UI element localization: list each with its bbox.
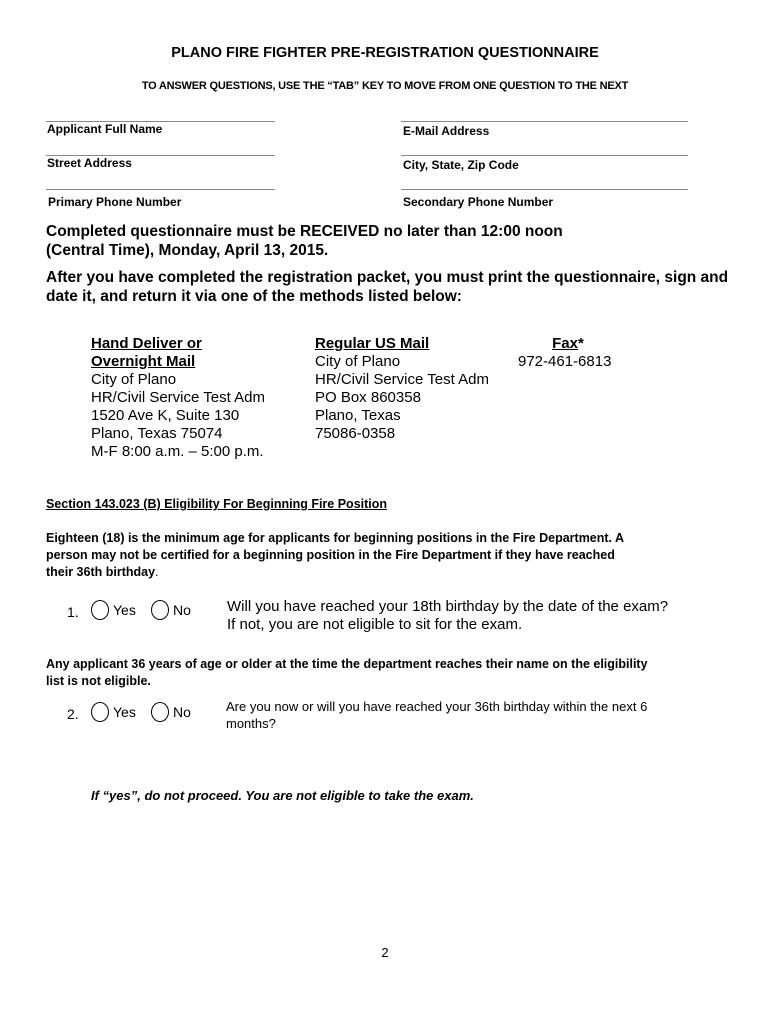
secondary-phone-label: Secondary Phone Number	[403, 195, 554, 209]
para2-line-1: Any applicant 36 years of age or older at the time the department reaches their name on the eligibility	[46, 657, 648, 671]
primary-phone-field-line[interactable]	[46, 189, 275, 190]
question-2-no-label: No	[173, 704, 191, 720]
ineligible-warning: If “yes”, do not proceed. You are not eligible to take the exam.	[91, 788, 474, 803]
para1-line-2: person may not be certified for a beginning position in the Fire Department if they have reached	[46, 548, 615, 562]
hand-delivery-line: HR/Civil Service Test Adm	[91, 389, 265, 406]
us-mail-line: HR/Civil Service Test Adm	[315, 371, 489, 388]
question-1-line-2: If not, you are not eligible to sit for the exam.	[227, 616, 523, 633]
fax-heading-label: Fax	[552, 335, 578, 352]
deadline-line-2: (Central Time), Monday, April 13, 2015.	[46, 242, 329, 259]
section-title: Section 143.023 (B) Eligibility For Beginning Fire Position	[46, 497, 388, 511]
question-1-yes-radio[interactable]	[91, 600, 136, 620]
page-number: 2	[381, 945, 389, 960]
question-2-line-2: months?	[226, 716, 276, 731]
primary-phone-label: Primary Phone Number	[48, 195, 182, 209]
us-mail-column	[315, 335, 489, 443]
radio-circle-icon[interactable]	[91, 600, 109, 620]
question-2-line-1: Are you now or will you have reached your 36th birthday within the next 6	[226, 699, 648, 714]
question-2-number: 2.	[67, 706, 79, 722]
para1-line-3	[46, 564, 726, 581]
para2-line-2: list is not eligible.	[46, 674, 151, 688]
age-minimum-paragraph	[46, 530, 726, 581]
hand-delivery-heading-2: Overnight Mail	[91, 353, 196, 370]
full-name-label: Applicant Full Name	[47, 122, 163, 136]
us-mail-line: 75086-0358	[315, 425, 396, 442]
instructions-line-1: After you have completed the registration packet, you must print the questionnaire, sign and	[46, 269, 729, 286]
instructions-line-2: date it, and return it via one of the methods listed below:	[46, 288, 462, 305]
city-state-zip-field-line[interactable]	[401, 155, 688, 156]
us-mail-line: PO Box 860358	[315, 389, 421, 406]
question-2-yes-radio[interactable]	[91, 702, 136, 722]
page-title: PLANO FIRE FIGHTER PRE-REGISTRATION QUESTIONNAIRE	[171, 45, 599, 61]
question-1-number: 1.	[67, 604, 79, 620]
question-1-yes-label: Yes	[113, 602, 136, 618]
radio-circle-icon[interactable]	[151, 702, 169, 722]
deadline-notice	[46, 222, 746, 260]
radio-circle-icon[interactable]	[91, 702, 109, 722]
us-mail-heading: Regular US Mail	[315, 335, 430, 352]
question-1-line-1: Will you have reached your 18th birthday by the date of the exam?	[227, 598, 669, 615]
city-state-zip-label: City, State, Zip Code	[403, 158, 519, 172]
question-2-text	[226, 698, 647, 732]
us-mail-line: City of Plano	[315, 353, 401, 370]
age-maximum-paragraph	[46, 656, 726, 690]
fax-heading-asterisk: *	[578, 335, 584, 352]
hand-delivery-line: M-F 8:00 a.m. – 5:00 p.m.	[91, 443, 264, 460]
question-2-no-radio[interactable]	[151, 702, 191, 722]
fax-number: 972-461-6813	[518, 353, 612, 370]
email-field-line[interactable]	[401, 121, 688, 122]
question-1-no-label: No	[173, 602, 191, 618]
fax-column	[518, 335, 618, 371]
deadline-line-1: Completed questionnaire must be RECEIVED no later than 12:00 noon	[46, 223, 563, 240]
hand-delivery-line: 1520 Ave K, Suite 130	[91, 407, 240, 424]
us-mail-line: Plano, Texas	[315, 407, 401, 424]
radio-circle-icon[interactable]	[151, 600, 169, 620]
question-2-yes-label: Yes	[113, 704, 136, 720]
fax-heading	[518, 335, 618, 353]
hand-delivery-column	[91, 335, 265, 461]
hand-delivery-line: Plano, Texas 75074	[91, 425, 223, 442]
para1-line-1: Eighteen (18) is the minimum age for applicants for beginning positions in the Fire Department. A	[46, 531, 625, 545]
hand-delivery-line: City of Plano	[91, 371, 177, 388]
secondary-phone-field-line[interactable]	[401, 189, 688, 190]
return-instructions	[46, 268, 736, 306]
question-1-text	[227, 598, 668, 634]
hand-delivery-heading-1: Hand Deliver or	[91, 335, 202, 352]
email-label: E-Mail Address	[403, 124, 490, 138]
para1-line-3-text: their 36th birthday	[46, 565, 156, 579]
page-subtitle: TO ANSWER QUESTIONS, USE THE “TAB” KEY TO MOVE FROM ONE QUESTION TO THE NEXT	[141, 80, 629, 92]
para1-line-3-period: .	[155, 565, 159, 579]
question-1-no-radio[interactable]	[151, 600, 191, 620]
street-label: Street Address	[47, 156, 132, 170]
